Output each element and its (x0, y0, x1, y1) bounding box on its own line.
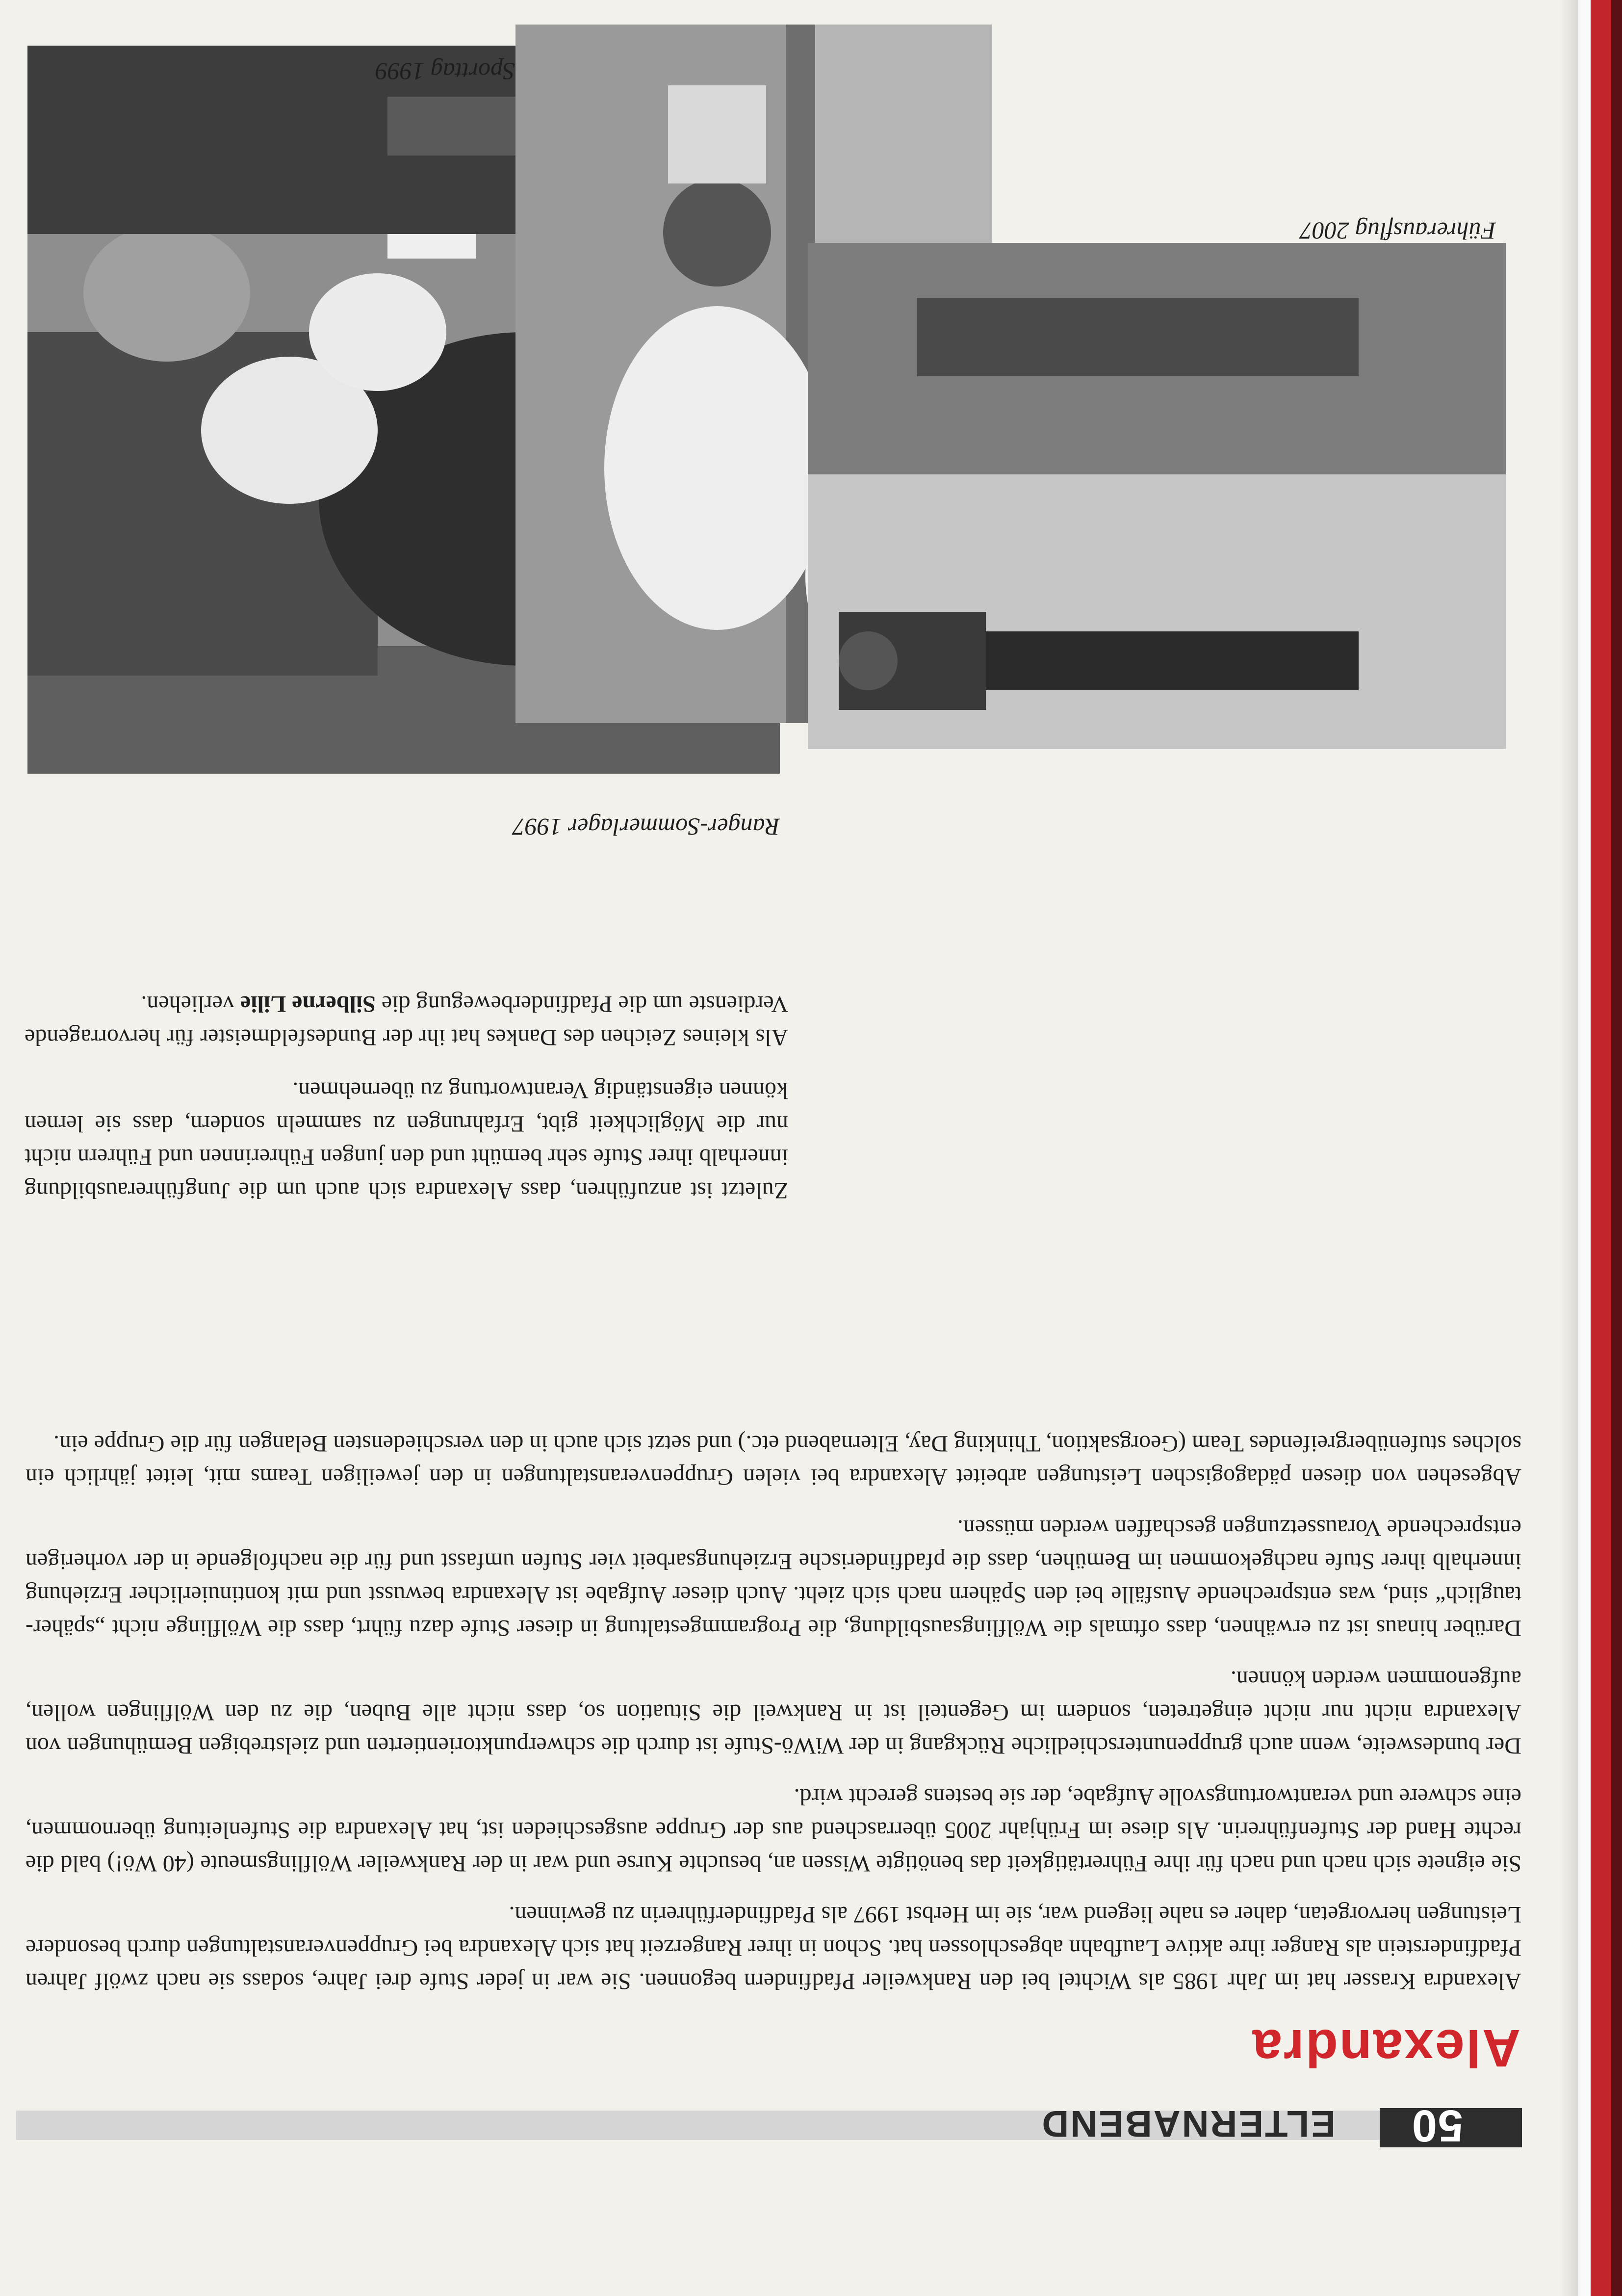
page-number: 50 (1411, 2101, 1463, 2151)
paragraph: Abgesehen von diesen pädagogischen Leistungen arbeitet Alexandra bei vielen Gruppenveranstaltungen in den jeweiligen Teams mit, leitet jährlich ein solches stufenübergreifendes Team (Georgsaktion, Thinking Day, Elternabend etc.) und setzt sich auch in den verschiedensten Belangen für die Gruppe ein. (26, 1431, 1521, 1490)
article-sidebar-text (25, 987, 788, 1207)
paragraph: Der bundesweite, wenn auch gruppenunterschiedliche Rückgang in der WiWö-Stufe ist durch die schwerpunktorientierten und zielstrebigen Bemühungen von Alexandra nicht nur nicht eingetreten, sondern im Gegenteil ist in Rankweil die Situation so, dass nicht alle Buben, die zu den Wölflingen wollen, aufgenommen werden können. (26, 1666, 1521, 1759)
award-paragraph (25, 987, 788, 1054)
article-body (26, 1409, 1521, 1998)
paragraph: Zuletzt ist anzuführen, dass Alexandra sich auch um die Jungführerausbildung innerhalb ihrer Stufe sehr bemüht und den jungen Führerinnen und Führern nicht nur die Möglichkeit gibt, Erfahrungen zu sammeln sondern, dass sie lernen können eigenständig Verantwortung zu übernehmen. (25, 1077, 788, 1203)
photo-fuehrerausflug (808, 243, 1506, 749)
paragraph: Alexandra Krasser hat im Jahr 1985 als Wichtel bei den Rankweiler Pfadfindern begonnen. Sie war in jeder Stufe drei Jahre, sodass sie nach zwölf Jahren Pfadfinderstein als Ranger ihre aktive Laufbahn abgeschlossen hat. Schon in ihrer Rangerzeit hat sich Alexandra bei Gruppenveranstaltungen durch besondere Leistungen hervorgetan, daher es nahe liegend war, sie im Herbst 1997 als Pfadfinderführerin zu gewinnen. (26, 1902, 1521, 1994)
page-number-box (1380, 2101, 1522, 2151)
section-header-bar (16, 2103, 1380, 2144)
photo-caption: Ranger-Sommerlager 1997 (513, 813, 780, 841)
article-title: Alexandra (1251, 2019, 1520, 2078)
paragraph: Sie eignete sich nach und nach für ihre Führertätigkeit das benötigte Wissen an, besuchte Kurse und war in der Rankweiler Wölflingsmeute (40 Wö!) bald die rechte Hand der Stufenführerin. Als diese im Frühjahr 2005 überraschend aus der Gruppe ausgeschieden ist, hat Alexandra die Stufenleitung übernommen, eine schwere und verantwortungsvolle Aufgabe, der sie bestens gerecht wird. (26, 1784, 1521, 1877)
award-outro: verliehen. (141, 991, 234, 1017)
award-name: Silberne Lilie (240, 991, 376, 1017)
page-edge-white (1578, 0, 1591, 2296)
page-edge-red (1591, 0, 1611, 2296)
photo-fuehrerausflug-image (808, 243, 1506, 749)
section-title: ELTERNABEND (1040, 2103, 1336, 2144)
page-edge-dark (1611, 0, 1622, 2296)
award-intro: Als kleines Zeichen des Dankes hat ihr der Bundesfeldmeister für hervorragende Verdienste um die Pfadfinderbewegung die (25, 991, 788, 1050)
photo-caption: Führerausflug 2007 (1300, 217, 1496, 245)
photo-caption: Sporttag 1999 (375, 58, 515, 85)
paragraph: Darüber hinaus ist zu erwähnen, dass oftmals die Wölflingsausbildung, die Programmgestaltung in dieser Stufe dazu führt, dass die Wölflinge nicht „spähertauglich“ sind, was entsprechende Ausfälle bei den Spähern nach sich zieht. Auch dieser Aufgabe ist Alexandra bewusst und mit kontinuierlicher Erziehung innerhalb ihrer Stufe nachgekommen im Bemühen, dass die pfadfinderische Erziehungsarbeit vier Stufen umfasst und für die nachfolgende in der vorherigen entsprechende Voraussetzungen geschaffen werden müssen. (26, 1515, 1521, 1641)
